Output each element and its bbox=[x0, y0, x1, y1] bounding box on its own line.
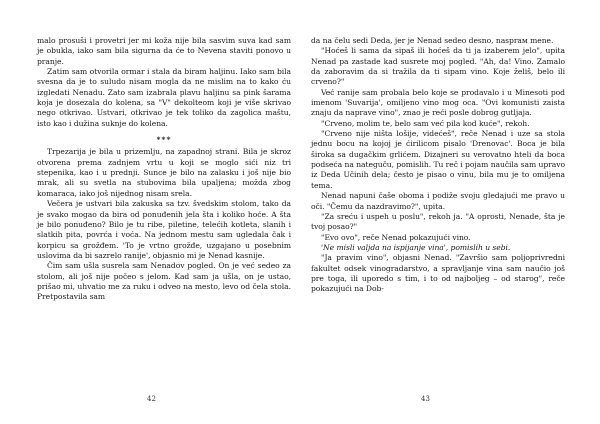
left-paragraph-3: Trpezarija je bila u prizemlju, na zapadnoj strani. Bila je skroz otvorena prema zadnjem vrtu u koji se moglo sići niz tri stepenika, kao i u prednji. Sunce je bilo na zalasku i još nije bio mrak, ali su svetla na stubovima bila upaljena; možda zbog komaraca, iako još nijednog nisam srela. bbox=[37, 147, 291, 198]
page-number-left: 42 bbox=[147, 395, 156, 403]
section-separator: *** bbox=[156, 135, 172, 145]
left-page bbox=[37, 36, 291, 303]
right-paragraph-1: da na čelu sedi Deda, jer je Nenad sedeo desno, nasprам mene. bbox=[311, 36, 554, 45]
right-paragraph-2: "Hoćeš li sama da sipaš ili hoćeš da ti ja izaberem jelo", upita Nenad pa zastade kad susrete moj pogled. "Ah, da! Vino. Zamalo da zaboravim da si tražila da ti sipam vino. Koje želiš, belo ili crveno?" bbox=[311, 46, 565, 87]
right-page bbox=[311, 36, 565, 295]
left-paragraph-1: malo prosuši i provetri jer mi koža nije bila sasvim suva kad sam je obukla, iako sam bila sigurna da će to Nevena staviti ponovo u pranje. bbox=[37, 36, 291, 66]
left-paragraph-2: Zatim sam otvorila ormar i stala da biram haljinu. Iako sam bila svesna da je to suludo nisam mogla da ne mislim na to kako ću izgledati Nenadu. Zato sam izabrala plavu haljinu sa pink šarama koja je dosezala do kolena, sa "V" dekolteom koji je više skrivao nego otkrivao. Ustvari, otkrivao je tek toliko da zagolica maštu, isto kao i dužina suknje do kolena. bbox=[37, 67, 291, 128]
right-paragraph-5: "Crveno nije ništa lošije, videćeš", reče Nenad i uze sa stola jednu bocu na kojoj je ćirilicom pisalo 'Drenovac'. Boca je bila široka sa dugačkim grlićem. Dizajneri su verovatno hteli da boca podseća na nateguču, pomislih. Tu reč i pojam naučila sam upravo iz Deda Učinih dela; često je pisao o vinu, bila mu je to omiljena tema. bbox=[311, 129, 565, 190]
right-paragraph-8: "Evo ovo", reče Nenad pokazujući vino. bbox=[321, 232, 471, 242]
left-paragraph-5: Čim sam ušla susrela sam Nenadov pogled. On je već sedeo za stolom, ali još nije počeo s jelom. Kad sam ja ušla, on je ustao, prišao mi, uhvatio me za ruku i odveo na mesto, levo od čela stola. Pretpostavila sam bbox=[37, 261, 291, 302]
page-number-right: 43 bbox=[421, 395, 430, 403]
right-paragraph-9: 'Ne misli valjda na ispijanje vina', pomislih u sebi. bbox=[321, 242, 511, 252]
right-paragraph-4: "Crveno, molim te, belo sam već pila kod kuće", rekoh. bbox=[321, 118, 530, 128]
right-paragraph-3: Već ranije sam probala belo koje se prodavalo i u Minesoti pod imenom 'Suvarija', omiljeno vino mog oca. "Ovi komunisti zaista znaju da naprave vino", znao je reći posle dobrog gutljaja. bbox=[311, 87, 565, 118]
right-paragraph-10: "Ja pravim vino", objasni Nenad. "Završio sam poljoprivredni fakultet odsek vinogradarstvo, a spravljanje vina sam naučio još pre toga, ili uporedo s tim, i to od najboljeg – od starog", reče pokazujući na Dob- bbox=[311, 253, 565, 294]
left-paragraph-4: Večera je ustvari bila zakuska sa tzv. švedskim stolom, tako da je svako mogao da bira od ponuđenih jela šta i koliko hoće. A šta je bilo ponuđeno? Bilo je tu ribe, piletine, telećih kotleta, slanih i slatkih pita, povrća i voća. Na jednom mestu sam ugledala čak i korpicu sa grožđem. 'To je vrtno grožđe, uzgajano u posebnim uslovima da bi sazrelo ranije', objasnio mi je Nenad kasnije. bbox=[37, 199, 291, 260]
right-paragraph-6: Nenad napuni čaše oboma i podiže svoju gledajući me pravo u oči. "Čemu da nazdravimo?", upita. bbox=[311, 191, 565, 211]
right-paragraph-7: "Za sreću i uspeh u poslu", rekoh ja. "A oprosti, Nenade, šta je tvoj posao?" bbox=[311, 211, 565, 232]
